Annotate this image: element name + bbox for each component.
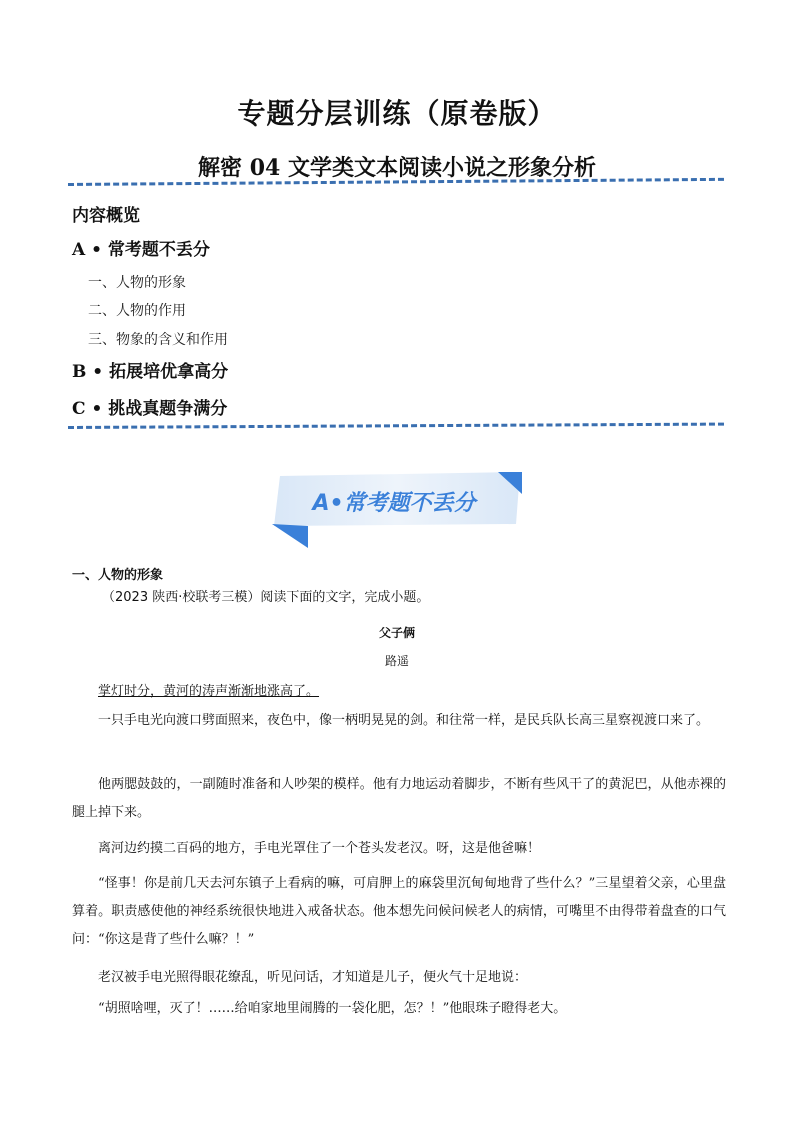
main-title: 专题分层训练（原卷版） <box>237 97 557 130</box>
question-heading: 一、人物的形象 <box>72 568 164 583</box>
overview-section-c: C • 挑战真题争满分 <box>72 399 228 419</box>
underlined-sentence: 掌灯时分，黄河的涛声渐渐地涨高了。 <box>98 684 320 699</box>
story-paragraph: 老汉被手电光照得眼花缭乱，听见问话，才知道是儿子，便火气十足地说： <box>98 970 528 985</box>
overview-title: 内容概览 <box>72 206 140 226</box>
dashed-divider-bottom <box>68 423 724 429</box>
sub-title: 解密 04 文学类文本阅读小说之形象分析 <box>198 155 596 181</box>
story-paragraph: “怪事！你是前几天去河东镇子上看病的嘛，可肩胛上的麻袋里沉甸甸地背了些什么？”三星望着父亲，心里盘算着。职责感使他的神经系统很快地进入戒备状态。他本想先问候问候老人的病情，可嘴里不由得带着盘查的口气问：“你这是背了些什么嘛？！” <box>72 876 726 947</box>
overview-item: 二、人物的作用 <box>88 303 186 319</box>
question-intro: （2023 陕西·校联考三模）阅读下面的文字，完成小题。 <box>102 590 430 605</box>
overview-item: 一、人物的形象 <box>88 275 186 291</box>
story-paragraph: “胡照啥哩，灭了！……给咱家地里闹腾的一袋化肥，怎？！”他眼珠子瞪得老大。 <box>98 1001 567 1016</box>
story-paragraph <box>72 678 726 706</box>
banner-text: A•常考题不丢分 <box>312 491 476 516</box>
overview-item: 三、物象的含义和作用 <box>88 332 228 348</box>
story-author: 路遥 <box>384 654 409 668</box>
overview-section-b: B • 拓展培优拿高分 <box>72 362 229 382</box>
story-paragraph: 他两腮鼓鼓的，一副随时准备和人吵架的模样。他有力地运动着脚步，不断有些风干了的黄泥巴，从他赤裸的腿上掉下来。 <box>72 777 726 820</box>
story-title: 父子俩 <box>378 626 415 640</box>
story-paragraph: 离河边约摸二百码的地方，手电光罩住了一个苍头发老汉。呀，这是他爸嘛！ <box>98 841 541 856</box>
section-banner <box>270 470 524 550</box>
overview-section-a: A • 常考题不丢分 <box>72 240 210 260</box>
story-paragraph: 一只手电光向渡口劈面照来，夜色中，像一柄明晃晃的剑。和往常一样，是民兵队长高三星察视渡口来了。 <box>98 713 710 728</box>
